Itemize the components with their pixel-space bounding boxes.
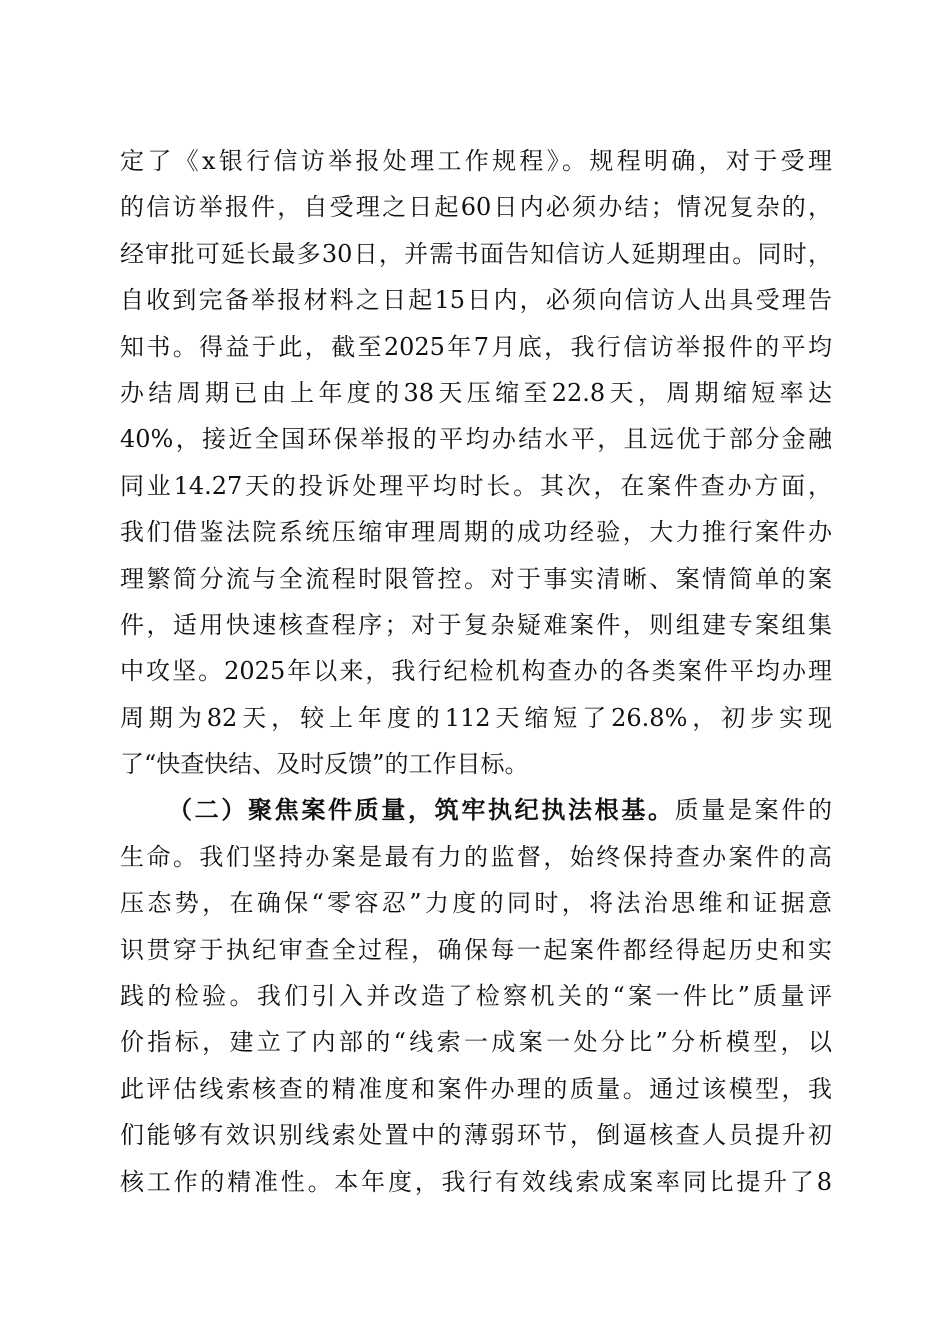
text-line: 40%，接近全国环保举报的平均办结水平，且远优于部分金融 xyxy=(120,425,832,454)
text-line: 价指标，建立了内部的“线索一成案一处分比”分析模型，以 xyxy=(120,1028,832,1057)
section-heading: （二）聚焦案件质量，筑牢执纪执法根基。 xyxy=(168,795,675,825)
text-line: 了“快查快结、及时反馈”的工作目标。 xyxy=(120,750,529,779)
text-line: 生命。我们坚持办案是最有力的监督，始终保持查办案件的高 xyxy=(120,842,832,871)
text-line: 件，适用快速核查程序；对于复杂疑难案件，则组建专案组集 xyxy=(120,610,832,639)
text-line: 压态势，在确保“零容忍”力度的同时，将法治思维和证据意 xyxy=(120,889,832,918)
text-line: 核工作的精准性。本年度，我行有效线索成案率同比提升了8 xyxy=(120,1167,832,1196)
text-line: 办结周期已由上年度的38天压缩至22.8天，周期缩短率达 xyxy=(120,378,832,407)
text-line: 同业14.27天的投诉处理平均时长。其次，在案件查办方面， xyxy=(120,471,832,500)
text-line: 识贯穿于执纪审查全过程，确保每一起案件都经得起历史和实 xyxy=(120,935,832,964)
text-line: 理繁简分流与全流程时限管控。对于事实清晰、案情简单的案 xyxy=(120,564,832,593)
body-text xyxy=(120,138,832,1205)
text-line: 知书。得益于此，截至2025年7月底，我行信访举报件的平均 xyxy=(120,332,832,361)
text-line: 们能够有效识别线索处置中的薄弱环节，倒逼核查人员提升初 xyxy=(120,1121,832,1150)
heading-line-text: 质量是案件的 xyxy=(674,796,832,825)
text-line: 此评估线索核查的精准度和案件办理的质量。通过该模型，我 xyxy=(120,1074,832,1103)
text-line: 我们借鉴法院系统压缩审理周期的成功经验，大力推行案件办 xyxy=(120,518,832,547)
text-line: 自收到完备举报材料之日起15日内，必须向信访人出具受理告 xyxy=(120,286,832,315)
text-line: 践的检验。我们引入并改造了检察机关的“案一件比”质量评 xyxy=(120,982,832,1011)
text-line: 定了《x银行信访举报处理工作规程》。规程明确，对于受理 xyxy=(120,147,832,175)
text-line: 经审批可延长最多30日，并需书面告知信访人延期理由。同时， xyxy=(120,239,832,268)
section-heading-line xyxy=(120,787,832,833)
text-line: 中攻坚。2025年以来，我行纪检机构查办的各类案件平均办理 xyxy=(120,657,832,686)
text-line: 的信访举报件，自受理之日起60日内必须办结；情况复杂的， xyxy=(120,193,832,222)
text-line: 周期为82天，较上年度的112天缩短了26.8%，初步实现 xyxy=(120,703,832,732)
